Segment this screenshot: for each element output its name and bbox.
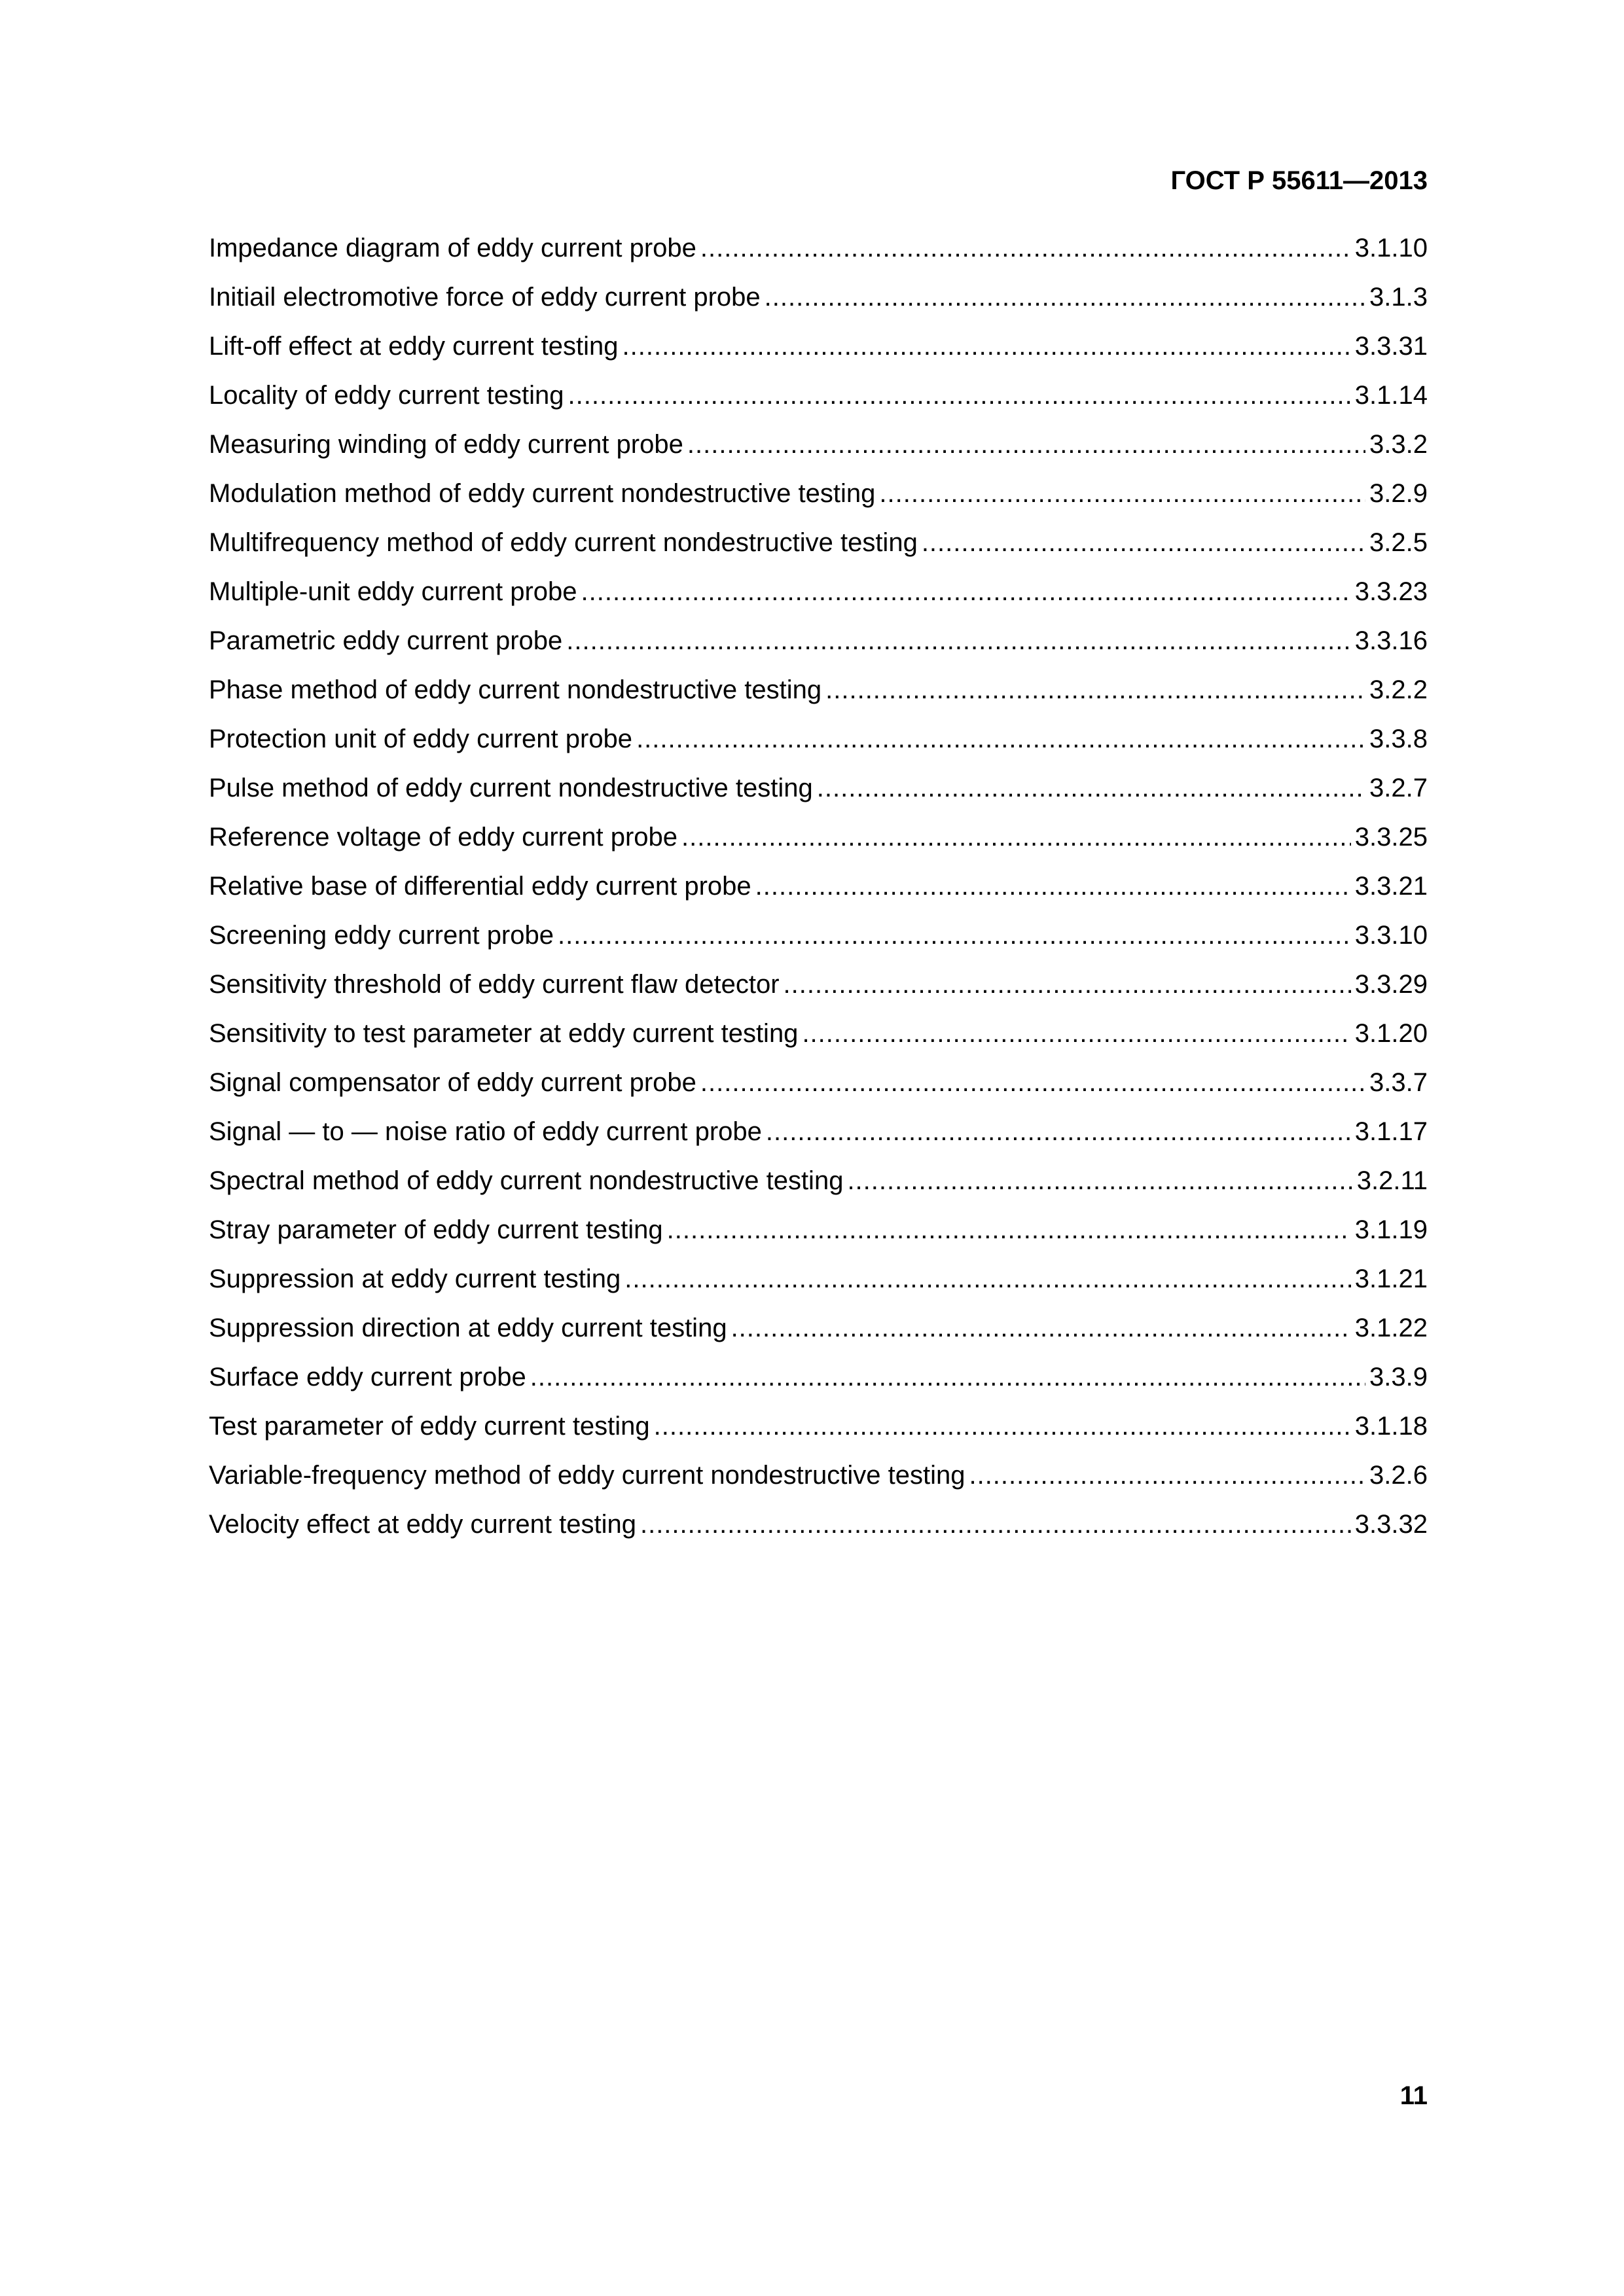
index-term: Parametric eddy current probe <box>209 626 563 655</box>
index-ref: 3.1.21 <box>1354 1265 1428 1293</box>
index-entry <box>209 420 1428 469</box>
index-ref: 3.3.25 <box>1354 823 1428 852</box>
page-number: 11 <box>1399 2081 1428 2110</box>
dot-leader <box>817 764 1365 813</box>
dot-leader <box>530 1353 1365 1402</box>
index-ref: 3.1.22 <box>1354 1314 1428 1342</box>
index-ref: 3.3.16 <box>1354 626 1428 655</box>
index-entry <box>209 862 1428 911</box>
dot-leader <box>731 1304 1351 1353</box>
index-entry <box>209 813 1428 862</box>
term-index-list <box>209 224 1428 1549</box>
index-term: Suppression at eddy current testing <box>209 1265 621 1293</box>
dot-leader <box>784 960 1351 1009</box>
index-ref: 3.3.10 <box>1354 921 1428 950</box>
dot-leader <box>581 567 1351 617</box>
dot-leader <box>700 1058 1365 1107</box>
index-ref: 3.3.29 <box>1354 970 1428 999</box>
index-term: Phase method of eddy current nondestructive testing <box>209 675 822 704</box>
index-entry <box>209 1353 1428 1402</box>
dot-leader <box>667 1206 1351 1255</box>
document-header-code: ГОСТ Р 55611—2013 <box>1170 166 1428 195</box>
index-entry <box>209 273 1428 322</box>
index-entry <box>209 1107 1428 1157</box>
index-term: Screening eddy current probe <box>209 921 554 950</box>
dot-leader <box>654 1402 1351 1451</box>
index-ref: 3.1.3 <box>1369 283 1428 312</box>
index-ref: 3.3.7 <box>1369 1068 1428 1097</box>
index-term: Velocity effect at eddy current testing <box>209 1510 636 1539</box>
dot-leader <box>636 715 1365 764</box>
index-ref: 3.3.23 <box>1354 577 1428 606</box>
index-ref: 3.3.32 <box>1354 1510 1428 1539</box>
index-term: Multiple-unit eddy current probe <box>209 577 577 606</box>
dot-leader <box>700 224 1351 273</box>
index-entry <box>209 1206 1428 1255</box>
dot-leader <box>624 1255 1351 1304</box>
index-term: Modulation method of eddy current nondestructive testing <box>209 479 876 508</box>
index-term: Sensitivity to test parameter at eddy current testing <box>209 1019 799 1048</box>
index-ref: 3.3.9 <box>1369 1363 1428 1391</box>
index-term: Test parameter of eddy current testing <box>209 1412 650 1441</box>
index-entry <box>209 1402 1428 1451</box>
index-entry <box>209 1058 1428 1107</box>
dot-leader <box>879 469 1365 518</box>
index-ref: 3.2.6 <box>1369 1461 1428 1490</box>
index-term: Surface eddy current probe <box>209 1363 526 1391</box>
index-ref: 3.3.31 <box>1354 332 1428 361</box>
index-term: Impedance diagram of eddy current probe <box>209 234 696 262</box>
index-entry <box>209 1304 1428 1353</box>
index-ref: 3.1.10 <box>1354 234 1428 262</box>
index-entry <box>209 617 1428 666</box>
index-term: Pulse method of eddy current nondestructive testing <box>209 774 813 802</box>
dot-leader <box>566 617 1351 666</box>
dot-leader <box>766 1107 1351 1157</box>
dot-leader <box>558 911 1351 960</box>
index-term: Stray parameter of eddy current testing <box>209 1215 663 1244</box>
dot-leader <box>802 1009 1350 1058</box>
index-term: Multifrequency method of eddy current nondestructive testing <box>209 528 918 557</box>
index-entry <box>209 1157 1428 1206</box>
index-entry <box>209 911 1428 960</box>
index-ref: 3.2.2 <box>1369 675 1428 704</box>
index-term: Signal — to — noise ratio of eddy current probe <box>209 1117 762 1146</box>
dot-leader <box>623 322 1351 371</box>
dot-leader <box>640 1500 1351 1549</box>
index-term: Initiail electromotive force of eddy current probe <box>209 283 761 312</box>
index-entry <box>209 960 1428 1009</box>
index-entry <box>209 1255 1428 1304</box>
index-entry <box>209 371 1428 420</box>
index-entry <box>209 715 1428 764</box>
index-ref: 3.2.11 <box>1356 1166 1428 1195</box>
index-term: Reference voltage of eddy current probe <box>209 823 677 852</box>
dot-leader <box>568 371 1351 420</box>
index-ref: 3.3.21 <box>1354 872 1428 901</box>
index-term: Relative base of differential eddy current probe <box>209 872 751 901</box>
index-ref: 3.3.2 <box>1369 430 1428 459</box>
index-ref: 3.1.17 <box>1354 1117 1428 1146</box>
index-ref: 3.1.20 <box>1354 1019 1428 1048</box>
dot-leader <box>969 1451 1365 1500</box>
index-entry <box>209 224 1428 273</box>
index-entry <box>209 469 1428 518</box>
index-entry <box>209 1009 1428 1058</box>
index-entry <box>209 1500 1428 1549</box>
index-term: Locality of eddy current testing <box>209 381 564 410</box>
index-entry <box>209 666 1428 715</box>
index-term: Spectral method of eddy current nondestructive testing <box>209 1166 844 1195</box>
dot-leader <box>765 273 1365 322</box>
index-term: Measuring winding of eddy current probe <box>209 430 683 459</box>
index-entry <box>209 764 1428 813</box>
dot-leader <box>755 862 1351 911</box>
dot-leader <box>681 813 1351 862</box>
dot-leader <box>687 420 1365 469</box>
index-entry <box>209 567 1428 617</box>
dot-leader <box>847 1157 1352 1206</box>
index-ref: 3.3.8 <box>1369 725 1428 753</box>
index-entry <box>209 322 1428 371</box>
index-ref: 3.2.7 <box>1369 774 1428 802</box>
index-entry <box>209 518 1428 567</box>
index-term: Lift-off effect at eddy current testing <box>209 332 619 361</box>
dot-leader <box>825 666 1365 715</box>
index-term: Protection unit of eddy current probe <box>209 725 633 753</box>
index-term: Signal compensator of eddy current probe <box>209 1068 696 1097</box>
index-ref: 3.1.19 <box>1354 1215 1428 1244</box>
index-ref: 3.1.18 <box>1354 1412 1428 1441</box>
index-entry <box>209 1451 1428 1500</box>
index-ref: 3.1.14 <box>1354 381 1428 410</box>
dot-leader <box>922 518 1365 567</box>
index-ref: 3.2.5 <box>1369 528 1428 557</box>
index-ref: 3.2.9 <box>1369 479 1428 508</box>
index-term: Sensitivity threshold of eddy current flaw detector <box>209 970 780 999</box>
index-term: Variable-frequency method of eddy current nondestructive testing <box>209 1461 965 1490</box>
index-term: Suppression direction at eddy current testing <box>209 1314 727 1342</box>
